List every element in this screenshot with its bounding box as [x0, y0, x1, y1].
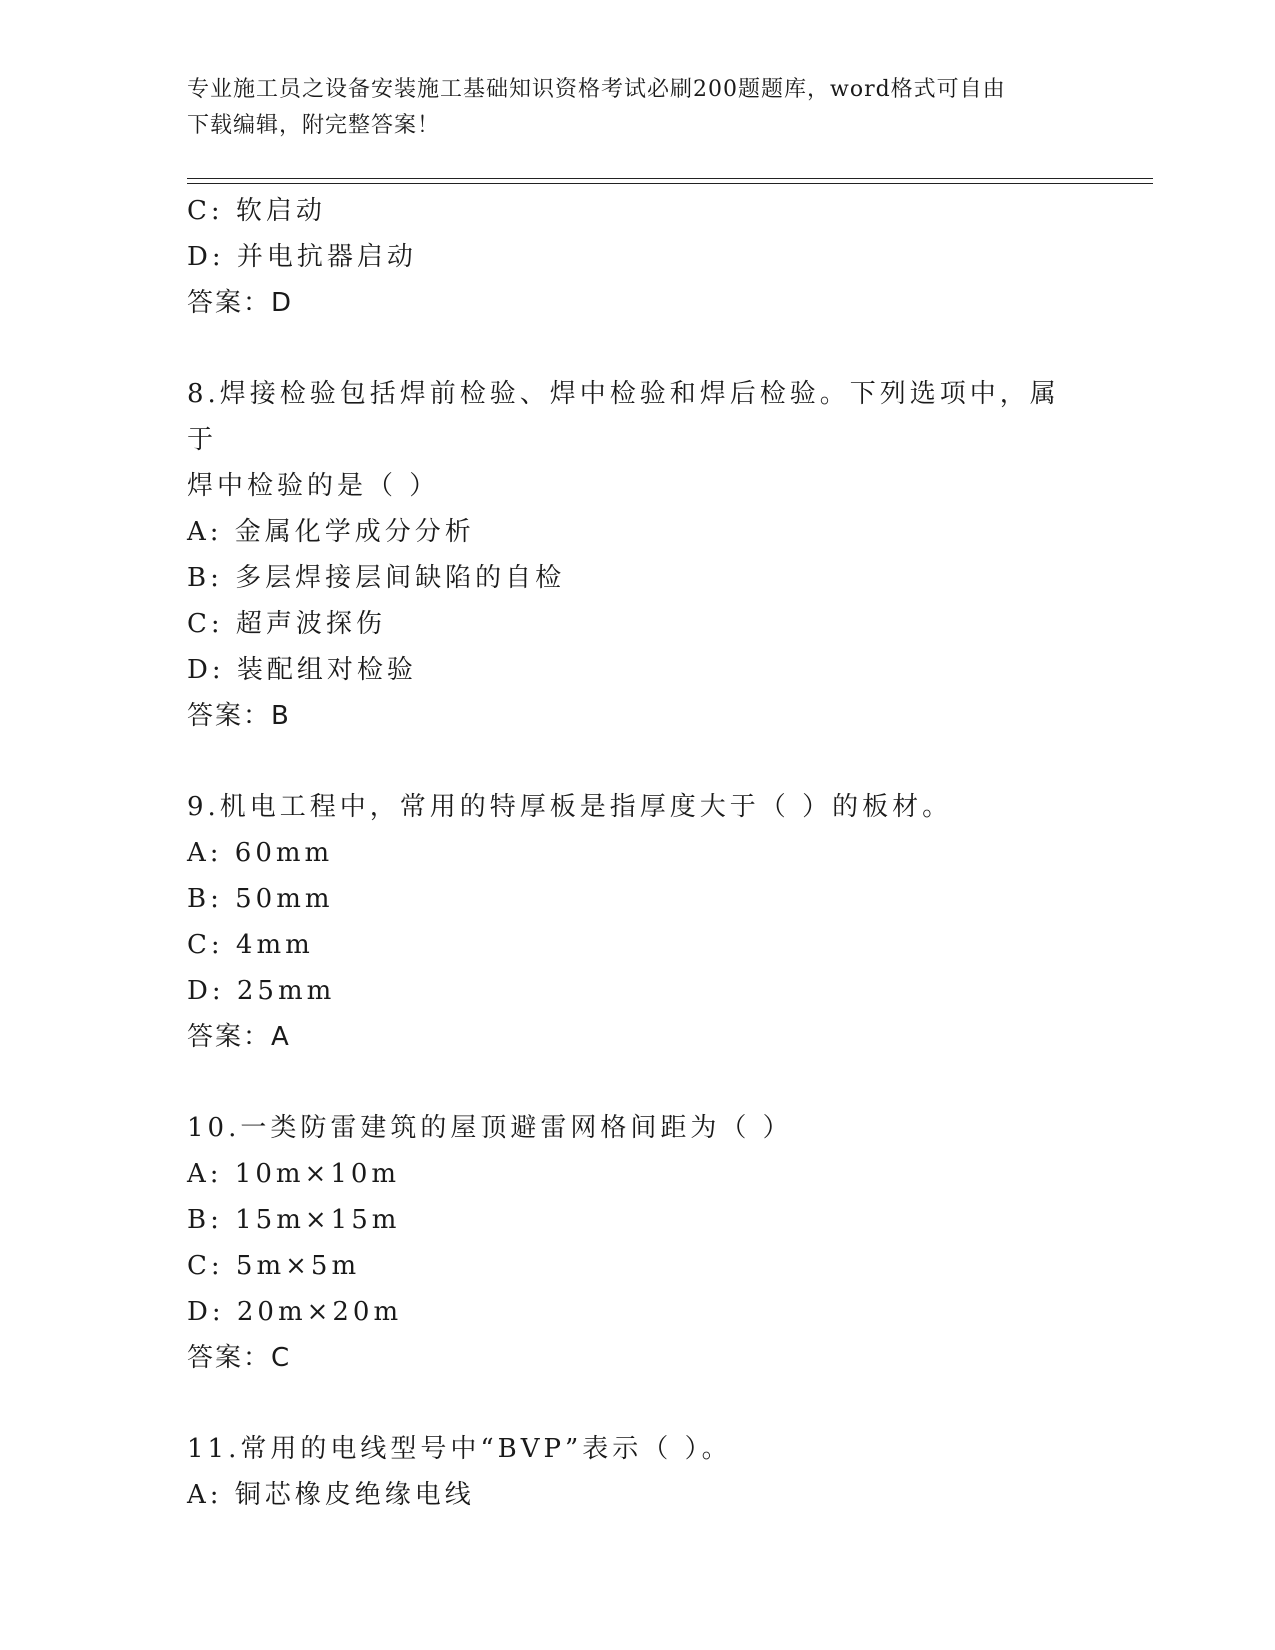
option-b: B: 50mm — [187, 884, 334, 914]
spacer — [187, 1381, 1153, 1426]
option-b: B: 15m×15m — [187, 1205, 401, 1235]
header-divider-bottom — [187, 183, 1153, 184]
option-d: D: 25mm — [187, 976, 336, 1006]
question-text: 10.一类防雷建筑的屋顶避雷网格间距为（ ） — [187, 1113, 793, 1143]
spacer — [187, 326, 1153, 371]
question-7 — [187, 188, 1153, 326]
answer-line: 答案：A — [187, 1022, 291, 1052]
question-text: 9.机电工程中，常用的特厚板是指厚度大于（ ）的板材。 — [187, 792, 953, 822]
option-c: C: 超声波探伤 — [187, 609, 386, 639]
option-c: C: 5m×5m — [187, 1251, 361, 1281]
spacer — [187, 1060, 1153, 1105]
option-a: A: 10m×10m — [187, 1159, 401, 1189]
option-b: B: 多层焊接层间缺陷的自检 — [187, 563, 566, 593]
question-10 — [187, 1105, 1153, 1381]
header-line-2: 下载编辑，附完整答案！ — [187, 113, 441, 138]
option-a: A: 金属化学成分分析 — [187, 517, 475, 547]
question-8 — [187, 371, 1153, 739]
question-11 — [187, 1426, 1153, 1518]
question-text-line-1: 8.焊接检验包括焊前检验、焊中检验和焊后检验。下列选项中，属于 — [187, 379, 1060, 455]
document-header — [187, 72, 1067, 144]
answer-line: 答案：B — [187, 701, 291, 731]
option-a: A: 铜芯橡皮绝缘电线 — [187, 1480, 475, 1510]
answer-line: 答案：C — [187, 1343, 292, 1373]
question-list — [187, 188, 1153, 1518]
question-text: 11.常用的电线型号中“BVP”表示（ ）。 — [187, 1434, 732, 1464]
header-divider-top — [187, 178, 1153, 179]
header-line-1: 专业施工员之设备安装施工基础知识资格考试必刷200题题库，word格式可自由 — [187, 77, 1006, 102]
option-d: D: 装配组对检验 — [187, 655, 417, 685]
question-text — [187, 371, 1067, 509]
option-d: D: 并电抗器启动 — [187, 242, 417, 272]
option-c: C: 软启动 — [187, 196, 326, 226]
answer-line: 答案：D — [187, 288, 294, 318]
question-9 — [187, 784, 1153, 1060]
option-d: D: 20m×20m — [187, 1297, 403, 1327]
spacer — [187, 739, 1153, 784]
question-text-line-2: 焊中检验的是（ ） — [187, 471, 440, 501]
option-a: A: 60mm — [187, 838, 334, 868]
option-c: C: 4mm — [187, 930, 314, 960]
